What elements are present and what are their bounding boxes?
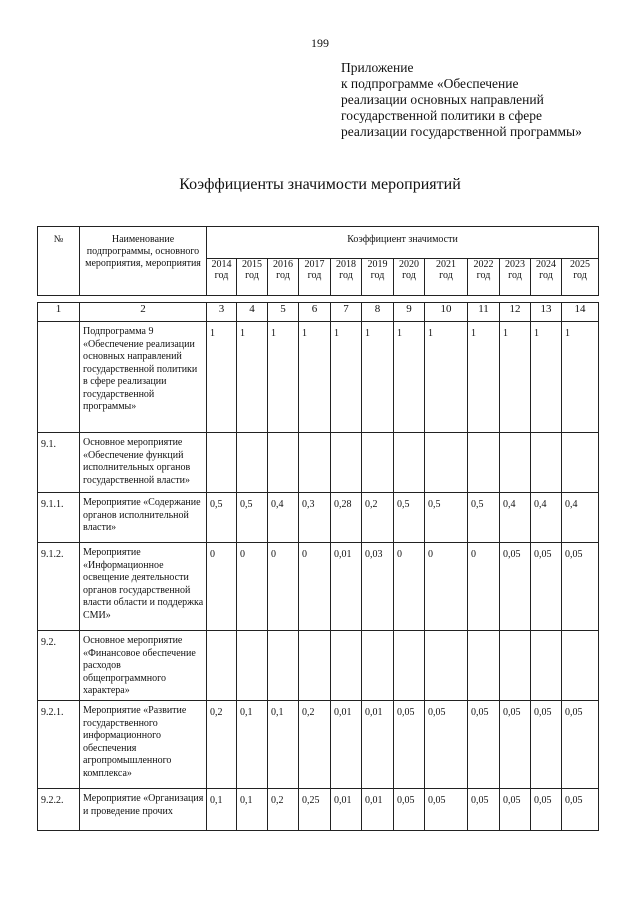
table-row [38,543,599,631]
row-number: 9.1.2. [38,543,80,631]
table-row [38,789,599,831]
year-value: 2017 [304,259,325,270]
coefficient-cell: 1 [394,322,425,433]
appendix-line: к подпрограмме «Обеспечение [341,76,519,91]
appendix-line: реализации государственной программы» [341,124,582,139]
year-unit: год [214,270,229,281]
column-index-row [38,303,599,322]
year-value: 2021 [436,259,456,270]
coefficient-header: Коэффициент значимости [207,227,599,259]
col-name-header: Наименование подпрограммы, основного мероприятия, мероприятия [80,227,207,296]
coefficient-cell: 0,05 [531,543,562,631]
column-index-cell: 11 [468,303,500,322]
coefficient-cell: 0,1 [237,789,268,831]
coefficient-cell: 0,4 [531,493,562,543]
coefficient-cell: 1 [362,322,394,433]
year-unit: год [370,270,385,281]
year-value: 2023 [505,259,525,270]
coefficient-cell [562,631,599,701]
page-title: Коэффициенты значимости мероприятий [179,176,461,193]
coefficient-cell: 0,4 [268,493,299,543]
coefficient-cell: 0,2 [207,701,237,789]
year-header [268,259,299,296]
coefficient-cell: 0,4 [500,493,531,543]
year-value: 2014 [211,259,232,270]
coefficient-cell [425,433,468,493]
year-value: 2025 [570,259,591,270]
coefficients-table [37,226,599,831]
coefficient-cell: 0,1 [268,701,299,789]
coefficient-cell: 0,5 [468,493,500,543]
year-unit: год [276,270,290,281]
page-number: 199 [311,36,329,50]
coefficient-cell: 0 [207,543,237,631]
table-row [38,322,599,433]
column-index-cell: 5 [268,303,299,322]
coefficient-cell: 0,1 [207,789,237,831]
row-number: 9.1. [38,433,80,493]
column-index-cell: 7 [331,303,362,322]
column-index-cell: 2 [80,303,207,322]
row-name: Мероприятие «Содержание органов исполнительной власти» [80,493,207,543]
coefficient-cell: 0 [299,543,331,631]
coefficient-cell [425,631,468,701]
coefficient-cell: 1 [207,322,237,433]
year-value: 2022 [473,259,494,270]
coefficient-cell [237,631,268,701]
coefficient-cell: 0,01 [362,789,394,831]
coefficient-cell: 0,05 [500,543,531,631]
coefficient-cell: 0 [425,543,468,631]
year-unit: год [573,270,587,281]
column-index-cell: 9 [394,303,425,322]
year-header [425,259,468,296]
table-row [38,701,599,789]
coefficient-cell: 0,01 [331,543,362,631]
coefficient-cell [299,433,331,493]
coefficient-cell [562,433,599,493]
coefficient-cell: 0,01 [331,789,362,831]
coefficient-cell: 0,05 [531,789,562,831]
coefficient-cell [468,433,500,493]
coefficient-cell [468,631,500,701]
year-header [468,259,500,296]
year-header [362,259,394,296]
column-index-cell: 12 [500,303,531,322]
coefficient-cell: 0,01 [331,701,362,789]
row-name: Мероприятие «Организация и проведение прочих [80,789,207,831]
coefficient-cell [268,631,299,701]
coefficient-cell [394,433,425,493]
row-name: Мероприятие «Развитие государственного информационного обеспечения агропромышленного комплекса» [80,701,207,789]
year-unit: год [245,270,259,281]
coefficient-cell [331,433,362,493]
coefficient-cell: 0,5 [237,493,268,543]
appendix-line: реализации основных направлений [341,92,544,107]
coefficient-cell: 1 [299,322,331,433]
column-index-cell: 14 [562,303,599,322]
coefficient-cell: 0 [394,543,425,631]
year-header [331,259,362,296]
column-index-cell: 13 [531,303,562,322]
year-value: 2024 [536,259,556,270]
coefficient-cell [362,433,394,493]
year-header [207,259,237,296]
coefficient-cell [500,433,531,493]
coefficient-cell: 0,1 [237,701,268,789]
coefficient-cell: 1 [500,322,531,433]
coefficient-cell: 1 [237,322,268,433]
year-unit: год [508,270,522,281]
coefficient-cell: 0,05 [562,543,599,631]
coefficient-cell: 0,5 [394,493,425,543]
year-value: 2016 [273,259,293,270]
coefficient-cell: 0,05 [500,701,531,789]
coefficient-cell [331,631,362,701]
year-value: 2015 [242,259,262,270]
col-number-header: № [38,227,80,296]
coefficient-cell: 0,05 [500,789,531,831]
year-unit: год [439,270,453,281]
column-index-cell: 3 [207,303,237,322]
year-header [562,259,599,296]
row-name: Основное мероприятие «Обеспечение функций исполнительных органов государственной власти» [80,433,207,493]
coefficient-cell: 0,03 [362,543,394,631]
coefficient-cell: 1 [468,322,500,433]
column-index-cell: 8 [362,303,394,322]
coefficient-cell: 0,05 [562,701,599,789]
appendix-line: Приложение [341,60,414,75]
coefficient-cell [207,433,237,493]
table-row [38,493,599,543]
row-number [38,322,80,433]
coefficient-cell: 0,5 [207,493,237,543]
column-index-cell: 10 [425,303,468,322]
coefficient-cell [362,631,394,701]
row-number: 9.1.1. [38,493,80,543]
spacer-row [38,296,599,303]
appendix-line: государственной политики в сфере [341,108,543,123]
coefficient-cell: 0,05 [425,701,468,789]
year-header [531,259,562,296]
coefficient-cell [237,433,268,493]
coefficient-cell: 1 [562,322,599,433]
column-index-cell: 1 [38,303,80,322]
coefficient-cell: 0,05 [468,701,500,789]
coefficient-cell [299,631,331,701]
coefficient-cell: 0,2 [268,789,299,831]
coefficient-cell: 0 [237,543,268,631]
coefficient-cell: 0,01 [362,701,394,789]
year-header [237,259,268,296]
coefficient-cell: 0 [268,543,299,631]
coefficient-cell: 1 [331,322,362,433]
year-value: 2019 [367,259,388,270]
row-name: Подпрограмма 9 «Обеспечение реализации основных направлений государственной политики в сфере реализации государственной программы» [80,322,207,433]
row-name: Мероприятие «Информационное освещение деятельности органов государственной власти области и поддержка СМИ» [80,543,207,631]
year-header [500,259,531,296]
year-value: 2018 [336,259,356,270]
row-number: 9.2.1. [38,701,80,789]
coefficient-cell: 0,05 [531,701,562,789]
coefficient-cell [207,631,237,701]
coefficient-cell: 0,05 [394,701,425,789]
coefficient-cell [500,631,531,701]
row-name: Основное мероприятие «Финансовое обеспечение расходов общепрограммного характера» [80,631,207,701]
coefficient-cell: 0,3 [299,493,331,543]
coefficient-cell: 1 [531,322,562,433]
coefficient-cell: 0,05 [468,789,500,831]
coefficient-cell: 0,05 [425,789,468,831]
coefficient-cell: 0,2 [362,493,394,543]
year-unit: год [339,270,353,281]
coefficient-cell: 1 [268,322,299,433]
coefficient-cell: 0,4 [562,493,599,543]
appendix-heading [341,60,582,140]
year-value: 2020 [399,259,419,270]
coefficient-cell: 0,25 [299,789,331,831]
column-index-cell: 6 [299,303,331,322]
row-number: 9.2.2. [38,789,80,831]
year-unit: год [476,270,491,281]
year-unit: год [307,270,322,281]
coefficient-cell [394,631,425,701]
coefficient-cell: 0 [468,543,500,631]
coefficient-cell: 0,05 [394,789,425,831]
coefficient-cell: 1 [425,322,468,433]
coefficient-cell: 0,5 [425,493,468,543]
coefficient-cell [531,433,562,493]
row-number: 9.2. [38,631,80,701]
column-index-cell: 4 [237,303,268,322]
coefficient-cell: 0,28 [331,493,362,543]
table-row [38,433,599,493]
coefficient-cell [531,631,562,701]
year-header [299,259,331,296]
coefficient-cell: 0,2 [299,701,331,789]
year-header [394,259,425,296]
coefficient-cell: 0,05 [562,789,599,831]
coefficient-cell [268,433,299,493]
year-unit: год [402,270,416,281]
year-unit: год [539,270,553,281]
table-row [38,631,599,701]
